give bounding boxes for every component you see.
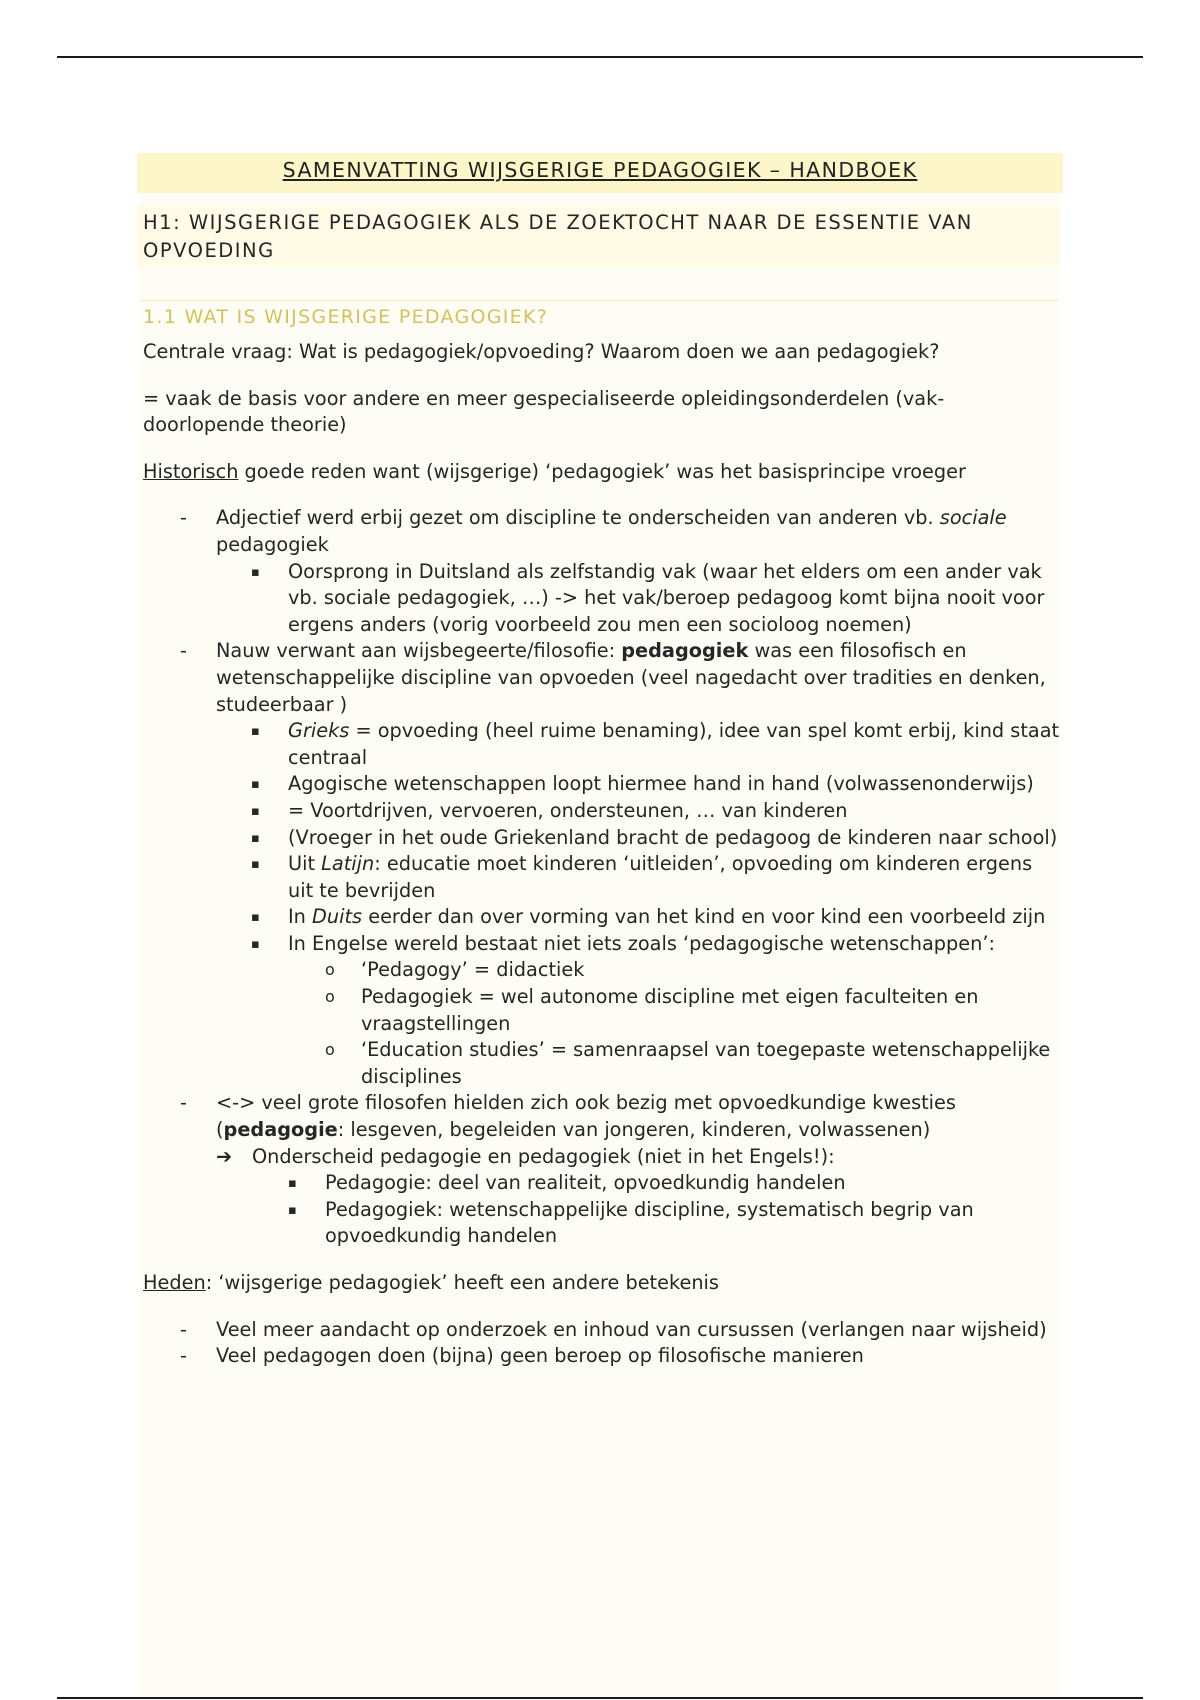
list-item: ▪ In Duits eerder dan over vorming van het kind en voor kind een voorbeeld zijn: [143, 904, 1063, 931]
paragraph-central-question: Centrale vraag: Wat is pedagogiek/opvoeding? Waarom doen we aan pedagogiek?: [143, 340, 940, 363]
list-item: ▪ (Vroeger in het oude Griekenland bracht de pedagoog de kinderen naar school): [143, 825, 1063, 852]
list-item: ▪ Pedagogie: deel van realiteit, opvoedkundig handelen: [143, 1170, 1063, 1197]
list-item: - <-> veel grote filosofen hielden zich ook bezig met opvoedkundige kwesties (pedagogie: lesgeven, begeleiden van jongeren, kinderen, volwassenen): [180, 1091, 956, 1142]
list-item: - Adjectief werd erbij gezet om discipline te onderscheiden van anderen vb. sociale pedagogiek: [180, 506, 1007, 556]
paragraph-basis: = vaak de basis voor andere en meer gespecialiseerde opleidingsonderdelen (vak-doorlopende theorie): [143, 386, 945, 437]
list-item: ➔ Onderscheid pedagogie en pedagogiek (niet in het Engels!):: [143, 1144, 1063, 1171]
list-item: ▪ Uit Latijn: educatie moet kinderen ‘uitleiden’, opvoeding om kinderen ergens uit te bevrijden: [251, 852, 1033, 902]
list-item: o Pedagogiek = wel autonome discipline met eigen faculteiten en vraagstellingen: [325, 985, 979, 1035]
list-item: ▪ = Voortdrijven, vervoeren, ondersteunen, … van kinderen: [143, 798, 1063, 825]
square-bullet: ▪: [251, 777, 260, 793]
list-item: o ‘Pedagogy’ = didactiek: [143, 957, 1063, 984]
list-item: o ‘Education studies’ = samenraapsel van toegepaste wetenschappelijke disciplines: [325, 1038, 1051, 1088]
square-bullet: ▪: [288, 1202, 297, 1218]
dash-bullet: -: [180, 1091, 187, 1115]
list-item: - Nauw verwant aan wijsbegeerte/filosofie: pedagogiek was een filosofisch en wetenschappelijke discipline van opvoeden (veel nagedacht over tradities en denken, studeerbaar ): [180, 639, 1046, 716]
list-item: - Veel pedagogen doen (bijna) geen beroep op filosofische manieren: [143, 1343, 1063, 1370]
list-item: - Veel meer aandacht op onderzoek en inhoud van cursussen (verlangen naar wijsheid): [143, 1317, 1063, 1344]
square-bullet: ▪: [251, 803, 260, 819]
square-bullet: ▪: [288, 1176, 297, 1192]
document-body: [143, 339, 1063, 1370]
square-bullet: ▪: [251, 936, 260, 952]
paragraph-historisch: Historisch goede reden want (wijsgerige) ‘pedagogiek’ was het basisprincipe vroeger: [143, 459, 966, 483]
section-heading: 1.1 WAT IS WIJSGERIGE PEDAGOGIEK?: [143, 306, 549, 328]
dash-bullet: -: [180, 506, 187, 530]
circle-bullet: o: [325, 987, 335, 1007]
underlined-term: Historisch: [143, 459, 239, 483]
circle-bullet: o: [325, 1040, 335, 1060]
dash-bullet: -: [180, 639, 187, 663]
square-bullet: ▪: [251, 857, 260, 873]
list-item: ▪ Oorsprong in Duitsland als zelfstandig vak (waar het elders om een ander vak vb. sociale pedagogiek, …) -> het vak/beroep pedagoog komt bijna nooit voor ergens anders (vorig voorbeeld zou men een socioloog noemen): [251, 559, 1045, 636]
dash-bullet: -: [180, 1317, 187, 1341]
dash-bullet: -: [180, 1344, 187, 1368]
top-rule: [57, 56, 1143, 58]
square-bullet: ▪: [251, 830, 260, 846]
list-item: ▪ Pedagogiek: wetenschappelijke discipline, systematisch begrip van opvoedkundig handelen: [288, 1197, 974, 1248]
square-bullet: ▪: [251, 564, 260, 580]
bottom-rule: [57, 1697, 1143, 1699]
circle-bullet: o: [325, 960, 335, 980]
list-item: ▪ Grieks = opvoeding (heel ruime benaming), idee van spel komt erbij, kind staat centraal: [251, 719, 1060, 769]
bullet-list-historisch: [143, 505, 1063, 1250]
section-divider: [140, 300, 1058, 301]
arrow-icon: ➔: [216, 1144, 233, 1168]
square-bullet: ▪: [251, 910, 260, 926]
square-bullet: ▪: [251, 724, 260, 740]
document-title: SAMENVATTING WIJSGERIGE PEDAGOGIEK – HANDBOEK: [282, 158, 918, 182]
underlined-term: Heden: [143, 1271, 206, 1294]
bullet-list-heden: [143, 1317, 1063, 1370]
paragraph-heden: Heden: ‘wijsgerige pedagogiek’ heeft een andere betekenis: [143, 1271, 719, 1294]
chapter-heading: H1: WIJSGERIGE PEDAGOGIEK ALS DE ZOEKTOCHT NAAR DE ESSENTIE VAN OPVOEDING: [143, 211, 973, 262]
list-item: ▪ In Engelse wereld bestaat niet iets zoals ‘pedagogische wetenschappen’:: [143, 931, 1063, 958]
list-item: ▪ Agogische wetenschappen loopt hiermee hand in hand (volwassenonderwijs): [143, 771, 1063, 798]
